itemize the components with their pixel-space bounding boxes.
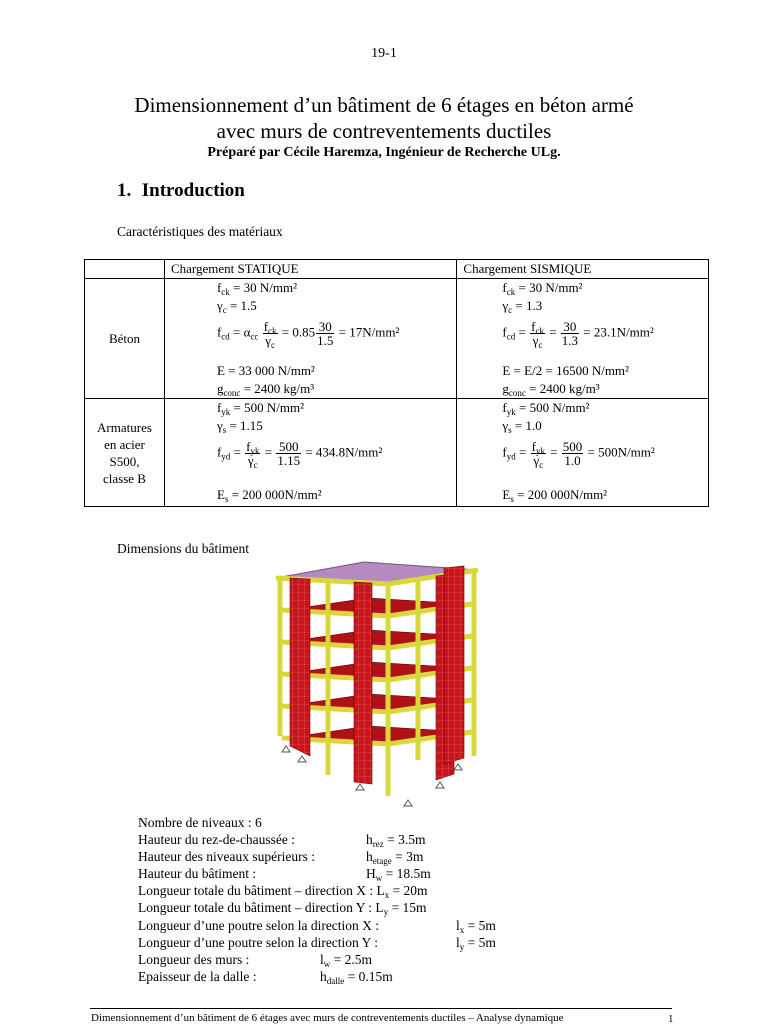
footer-rule <box>90 1008 672 1009</box>
materials-table <box>84 259 709 507</box>
table-header-row <box>85 260 709 279</box>
g-line: $g_{conc} = 2400$ kg/m³ <box>502 381 600 398</box>
fcd-formula: $f_{cd}$ = $\frac{f_{ck}}{\gamma_c}$ = $\frac{30}{1.3}$ = 23.1N/mm² <box>502 319 654 350</box>
dim-row: Hauteur des niveaux supérieurs : $h_{etage} = 3m$ <box>138 849 424 867</box>
gamma-line: $\gamma_c = 1.5$ <box>216 298 257 315</box>
fcd-formula: $f_{cd} = \alpha_{cc}$ $\frac{f_{ck}}{\gamma_c}$ = 0.85 $\frac{30}{1.5}$ = 17N/mm² <box>216 319 400 350</box>
document-title <box>0 92 768 144</box>
dim-row: Longueur des murs : $l_w = 2.5m$ <box>138 951 373 969</box>
row-label-beton: Béton <box>85 279 165 399</box>
e-line: E = 33 000 N/mm² <box>216 363 315 378</box>
dim-row: Epaisseur de la dalle : $h_{dalle} = 0.15m$ <box>138 968 393 986</box>
footer-text: Dimensionnement d’un bâtiment de 6 étages avec murs de contreventements ductiles – Analyse dynamique <box>91 1012 564 1024</box>
beton-seismic-cell <box>457 279 709 399</box>
page-number: 19-1 <box>371 46 397 61</box>
dimensions-caption: Dimensions du bâtiment <box>117 541 249 556</box>
fyd-formula: $f_{yd}$ = $\frac{f_{yk}}{\gamma_c}$ = $\frac{500}{1.15}$ = 434.8N/mm² <box>216 439 383 470</box>
fyd-formula: $f_{yd}$ = $\frac{f_{yk}}{\gamma_c}$ = $\frac{500}{1.0}$ = 500N/mm² <box>502 439 655 470</box>
dim-row: Nombre de niveaux : 6 <box>138 815 262 830</box>
dim-row: Hauteur du rez-de-chaussée : $h_{rez} = 3.5m$ <box>138 832 426 850</box>
fyk-line: $f_{yk} = 500$ N/mm² <box>502 400 590 417</box>
beton-static-cell <box>164 279 456 399</box>
title-line-2: avec murs de contreventements ductiles <box>216 119 552 143</box>
title-line-1: Dimensionnement d’un bâtiment de 6 étages en béton armé <box>134 93 634 117</box>
gamma-line: $\gamma_s = 1.0$ <box>502 418 542 435</box>
header-seismic: Chargement SISMIQUE <box>457 260 709 279</box>
acier-seismic-cell <box>457 399 709 507</box>
row-label-acier: Armatures en acier S500, classe B <box>85 399 165 507</box>
g-line: $g_{conc} = 2400$ kg/m³ <box>216 381 315 398</box>
header-empty-cell <box>85 260 165 279</box>
section-number: 1. <box>117 180 132 201</box>
building-dimensions <box>138 814 496 986</box>
row-beton <box>85 279 709 399</box>
es-line: $E_s = 200$ 000N/mm² <box>216 487 322 504</box>
section-title: Introduction <box>141 180 245 201</box>
author-line: Préparé par Cécile Haremza, Ingénieur de Recherche ULg. <box>207 145 561 160</box>
fck-line: $f_{ck} = 30$ N/mm² <box>216 280 297 297</box>
dim-row: Longueur totale du bâtiment – direction X : $L_x = 20m$ <box>138 883 428 901</box>
fyk-line: $f_{yk} = 500$ N/mm² <box>216 400 304 417</box>
fck-line: $f_{ck} = 30$ N/mm² <box>502 280 583 297</box>
materials-caption: Caractéristiques des matériaux <box>117 224 283 239</box>
gamma-line: $\gamma_c = 1.3$ <box>502 298 543 315</box>
dim-row: Longueur d’une poutre selon la direction X : $l_x = 5m$ <box>138 917 496 935</box>
e-line: E = E/2 = 16500 N/mm² <box>502 363 629 378</box>
es-line: $E_s = 200$ 000N/mm² <box>502 487 608 504</box>
dim-row: Hauteur du bâtiment : $H_w = 18.5m$ <box>138 866 431 884</box>
building-3d-model <box>268 560 486 812</box>
dim-row: Longueur totale du bâtiment – direction Y : $L_y = 15m$ <box>138 900 427 918</box>
gamma-line: $\gamma_s = 1.15$ <box>216 418 263 435</box>
dim-row: Longueur d’une poutre selon la direction Y : $l_y = 5m$ <box>138 934 496 952</box>
row-acier <box>85 399 709 507</box>
footer-page-number: 1 <box>668 1013 674 1025</box>
acier-static-cell <box>164 399 456 507</box>
section-heading <box>117 180 245 202</box>
header-static: Chargement STATIQUE <box>164 260 456 279</box>
